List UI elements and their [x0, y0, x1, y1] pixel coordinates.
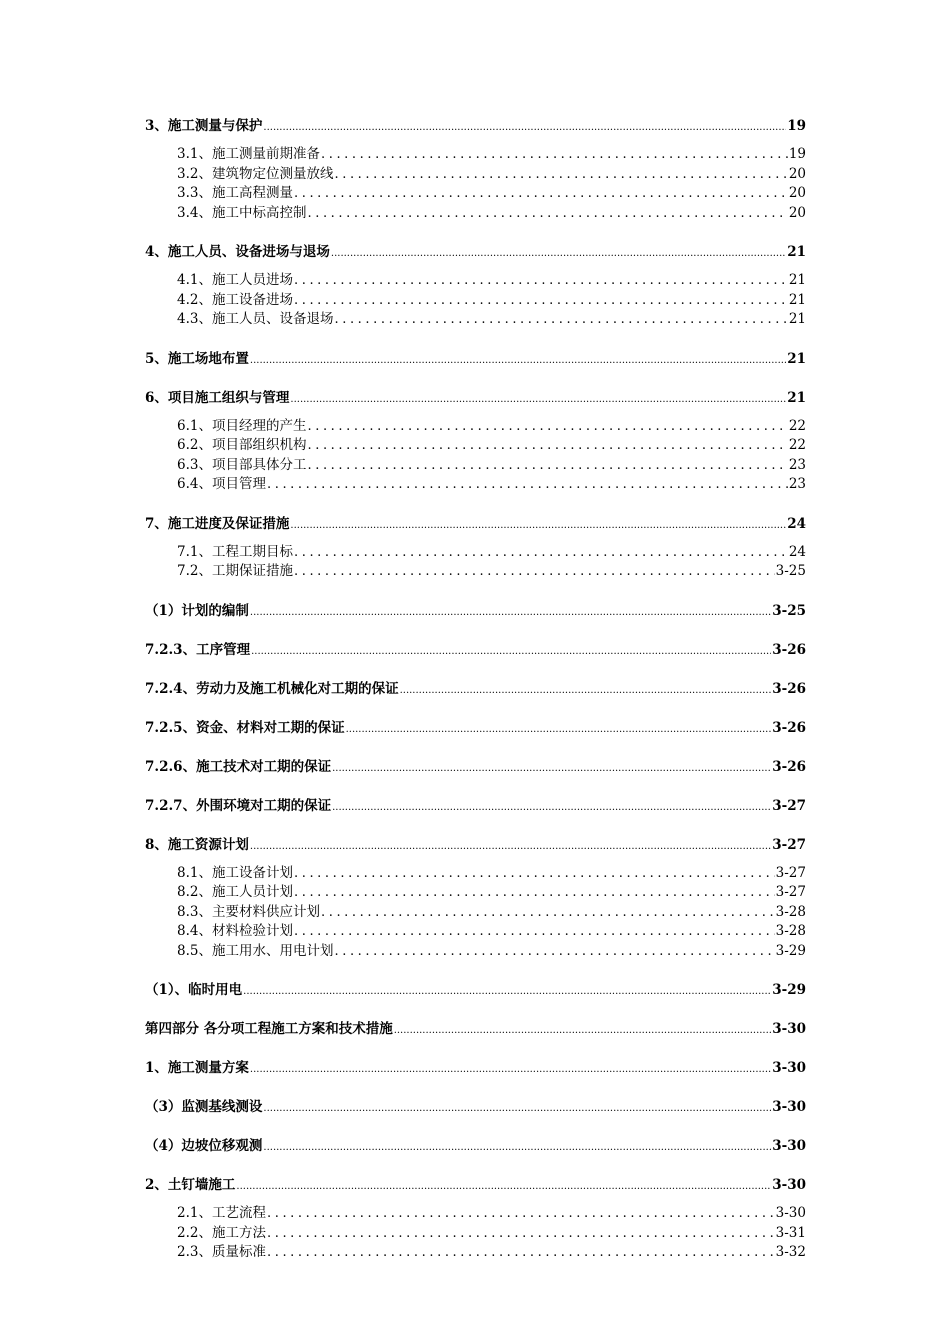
toc-entry-page: 3-25	[772, 602, 806, 619]
toc-spacer	[145, 223, 806, 242]
toc-entry[interactable]	[145, 942, 806, 962]
toc-leader-dots	[400, 679, 772, 701]
toc-entry-title: 4.1、施工人员进场	[177, 271, 293, 291]
toc-spacer	[145, 621, 806, 640]
toc-entry-title: 4、施工人员、设备进场与退场	[145, 244, 330, 260]
toc-entry-page: 20	[789, 184, 806, 204]
toc-spacer	[145, 1117, 806, 1136]
toc-spacer	[145, 816, 806, 835]
toc-entry-page: 3-30	[772, 1177, 806, 1193]
toc-spacer	[145, 699, 806, 718]
toc-leader-dots	[267, 475, 788, 495]
toc-entry-page: 3-27	[776, 864, 806, 884]
toc-entry-page: 19	[789, 145, 806, 165]
toc-entry-page: 3-27	[772, 836, 806, 853]
toc-entry-page: 23	[789, 456, 806, 476]
toc-spacer	[145, 582, 806, 601]
toc-leader-dots	[307, 456, 787, 476]
toc-entry-title: （4）边坡位移观测	[145, 1138, 263, 1154]
toc-entry-title: 2、土钉墙施工	[145, 1177, 236, 1193]
toc-spacer	[145, 330, 806, 349]
toc-entry-title: 3.4、施工中标高控制	[177, 204, 306, 224]
toc-leader-dots	[321, 903, 775, 923]
toc-entry[interactable]	[145, 679, 806, 699]
toc-entry-title: 7.1、工程工期目标	[177, 543, 293, 563]
toc-entry-page: 20	[789, 165, 806, 185]
toc-entry-page: 3-26	[772, 758, 806, 775]
toc-leader-dots	[334, 165, 787, 185]
toc-leader-dots	[294, 922, 775, 942]
toc-leader-dots	[236, 1175, 771, 1197]
toc-entry[interactable]	[145, 543, 806, 563]
toc-entry[interactable]	[145, 1058, 806, 1078]
toc-entry[interactable]	[145, 388, 806, 408]
toc-entry-title: 8.1、施工设备计划	[177, 864, 293, 884]
toc-entry-title: 2.1、工艺流程	[177, 1204, 266, 1224]
toc-entry[interactable]	[145, 242, 806, 262]
toc-spacer	[145, 495, 806, 514]
toc-entry-title: （1）计划的编制	[145, 602, 249, 619]
toc-entry-title: 7.2.4、劳动力及施工机械化对工期的保证	[145, 680, 399, 697]
toc-entry-page: 3-27	[772, 797, 806, 814]
toc-spacer	[145, 1000, 806, 1019]
toc-entry-page: 21	[789, 310, 806, 330]
toc-leader-dots	[243, 980, 771, 1002]
toc-entry[interactable]	[145, 980, 806, 1000]
toc-entry-page: 20	[789, 204, 806, 224]
toc-entry[interactable]	[145, 184, 806, 204]
toc-entry-title: 7.2.7、外围环境对工期的保证	[145, 797, 332, 814]
toc-leader-dots	[250, 349, 786, 371]
toc-entry-title: 3、施工测量与保护	[145, 118, 263, 134]
toc-entry-page: 21	[787, 350, 806, 367]
toc-leader-dots	[321, 145, 788, 165]
toc-entry-title: 3.1、施工测量前期准备	[177, 145, 320, 165]
toc-leader-dots	[294, 184, 788, 204]
toc-entry-title: 6.4、项目管理	[177, 475, 266, 495]
toc-leader-dots	[332, 757, 771, 779]
toc-entry[interactable]	[145, 271, 806, 291]
toc-entry-title: 8.5、施工用水、用电计划	[177, 942, 333, 962]
toc-entry-page: 3-29	[772, 982, 806, 998]
toc-entry[interactable]	[145, 145, 806, 165]
toc-entry-page: 22	[789, 417, 806, 437]
toc-entry-title: 第四部分 各分项工程施工方案和技术措施	[145, 1021, 393, 1037]
toc-entry-page: 3-28	[776, 903, 806, 923]
toc-leader-dots	[267, 1204, 775, 1224]
toc-entry[interactable]	[145, 835, 806, 855]
toc-leader-dots	[250, 601, 771, 623]
toc-leader-dots	[294, 271, 788, 291]
toc-entry-title: （3）监测基线测设	[145, 1099, 263, 1115]
table-of-contents	[145, 116, 806, 1263]
toc-leader-dots	[394, 1019, 772, 1041]
toc-entry[interactable]	[145, 291, 806, 311]
toc-entry-page: 21	[787, 389, 806, 406]
toc-entry-page: 3-26	[772, 641, 806, 658]
toc-entry[interactable]	[145, 640, 806, 660]
toc-entry-page: 22	[789, 436, 806, 456]
toc-entry-page: 3-30	[772, 1138, 806, 1154]
toc-entry[interactable]	[145, 514, 806, 534]
toc-leader-dots	[307, 417, 787, 437]
toc-entry-page: 3-29	[776, 942, 806, 962]
toc-entry-title: 8.3、主要材料供应计划	[177, 903, 320, 923]
toc-entry-page: 3-28	[776, 922, 806, 942]
toc-leader-dots	[267, 1243, 775, 1263]
toc-entry-title: 8、施工资源计划	[145, 836, 249, 853]
toc-entry-page: 3-30	[772, 1060, 806, 1076]
toc-leader-dots	[250, 1058, 771, 1080]
toc-entry-page: 21	[787, 244, 806, 260]
toc-leader-dots	[307, 436, 787, 456]
toc-entry-page: 3-26	[772, 680, 806, 697]
toc-entry[interactable]	[145, 1019, 806, 1039]
toc-entry[interactable]	[145, 601, 806, 621]
toc-entry-page: 3-30	[772, 1099, 806, 1115]
toc-entry-title: 1、施工测量方案	[145, 1060, 249, 1076]
toc-entry-page: 3-30	[772, 1021, 806, 1037]
toc-spacer	[145, 369, 806, 388]
toc-leader-dots	[307, 204, 787, 224]
toc-entry[interactable]	[145, 1097, 806, 1117]
toc-leader-dots	[294, 562, 775, 582]
toc-entry[interactable]	[145, 417, 806, 437]
toc-entry[interactable]	[145, 1136, 806, 1156]
toc-entry-title: 6.3、项目部具体分工	[177, 456, 306, 476]
toc-leader-dots	[294, 864, 775, 884]
toc-entry[interactable]	[145, 1204, 806, 1224]
toc-entry[interactable]	[145, 796, 806, 816]
toc-leader-dots	[263, 1097, 771, 1119]
toc-entry[interactable]	[145, 1243, 806, 1263]
toc-entry-page: 3-25	[776, 562, 806, 582]
toc-entry[interactable]	[145, 922, 806, 942]
toc-entry-title: 3.2、建筑物定位测量放线	[177, 165, 333, 185]
toc-entry[interactable]	[145, 349, 806, 369]
toc-spacer	[145, 738, 806, 757]
toc-entry-title: 8.2、施工人员计划	[177, 883, 293, 903]
toc-entry[interactable]	[145, 883, 806, 903]
toc-entry[interactable]	[145, 903, 806, 923]
toc-entry-page: 3-32	[776, 1243, 806, 1263]
toc-leader-dots	[290, 388, 786, 410]
toc-leader-dots	[331, 242, 786, 264]
toc-entry-title: 5、施工场地布置	[145, 350, 249, 367]
toc-leader-dots	[251, 640, 771, 662]
toc-entry-title: 4.3、施工人员、设备退场	[177, 310, 333, 330]
toc-entry-page: 24	[787, 515, 806, 532]
toc-leader-dots	[290, 514, 786, 536]
toc-entry-page: 21	[789, 291, 806, 311]
toc-entry[interactable]	[145, 204, 806, 224]
toc-spacer	[145, 961, 806, 980]
toc-entry[interactable]	[145, 436, 806, 456]
toc-entry-title: 6、项目施工组织与管理	[145, 389, 290, 406]
toc-leader-dots	[332, 796, 771, 818]
toc-spacer	[145, 777, 806, 796]
toc-leader-dots	[346, 718, 772, 740]
toc-entry-page: 19	[787, 118, 806, 134]
toc-entry[interactable]	[145, 1175, 806, 1195]
toc-entry[interactable]	[145, 864, 806, 884]
toc-entry[interactable]	[145, 116, 806, 136]
toc-entry-title: 3.3、施工高程测量	[177, 184, 293, 204]
toc-leader-dots	[294, 543, 788, 563]
toc-entry-page: 3-26	[772, 719, 806, 736]
toc-entry-page: 21	[789, 271, 806, 291]
toc-entry[interactable]	[145, 1224, 806, 1244]
toc-entry-title: 7.2.5、资金、材料对工期的保证	[145, 719, 345, 736]
toc-entry-title: 7.2.6、施工技术对工期的保证	[145, 758, 332, 775]
toc-entry-title: 7、施工进度及保证措施	[145, 515, 290, 532]
toc-entry[interactable]	[145, 757, 806, 777]
toc-entry-title: 6.1、项目经理的产生	[177, 417, 306, 437]
toc-entry-title: 6.2、项目部组织机构	[177, 436, 306, 456]
toc-entry-title: （1）、临时用电	[145, 982, 243, 998]
toc-entry[interactable]	[145, 456, 806, 476]
toc-entry[interactable]	[145, 718, 806, 738]
toc-entry-title: 2.2、施工方法	[177, 1224, 266, 1244]
toc-entry[interactable]	[145, 562, 806, 582]
toc-entry-title: 8.4、材料检验计划	[177, 922, 293, 942]
toc-entry-title: 4.2、施工设备进场	[177, 291, 293, 311]
toc-entry[interactable]	[145, 310, 806, 330]
toc-entry-title: 7.2、工期保证措施	[177, 562, 293, 582]
toc-leader-dots	[267, 1224, 775, 1244]
toc-leader-dots	[334, 942, 774, 962]
toc-spacer	[145, 660, 806, 679]
toc-leader-dots	[263, 116, 786, 138]
toc-leader-dots	[294, 291, 788, 311]
toc-entry[interactable]	[145, 475, 806, 495]
toc-entry-title: 2.3、质量标准	[177, 1243, 266, 1263]
toc-leader-dots	[250, 835, 771, 857]
toc-entry-title: 7.2.3、工序管理	[145, 641, 251, 658]
toc-leader-dots	[294, 883, 775, 903]
toc-entry-page: 3-31	[776, 1224, 806, 1244]
toc-entry-page: 3-30	[776, 1204, 806, 1224]
toc-spacer	[145, 1156, 806, 1175]
toc-spacer	[145, 1078, 806, 1097]
toc-entry-page: 23	[789, 475, 806, 495]
toc-entry-page: 24	[789, 543, 806, 563]
toc-spacer	[145, 1039, 806, 1058]
toc-entry-page: 3-27	[776, 883, 806, 903]
toc-leader-dots	[334, 310, 787, 330]
toc-leader-dots	[263, 1136, 771, 1158]
toc-entry[interactable]	[145, 165, 806, 185]
